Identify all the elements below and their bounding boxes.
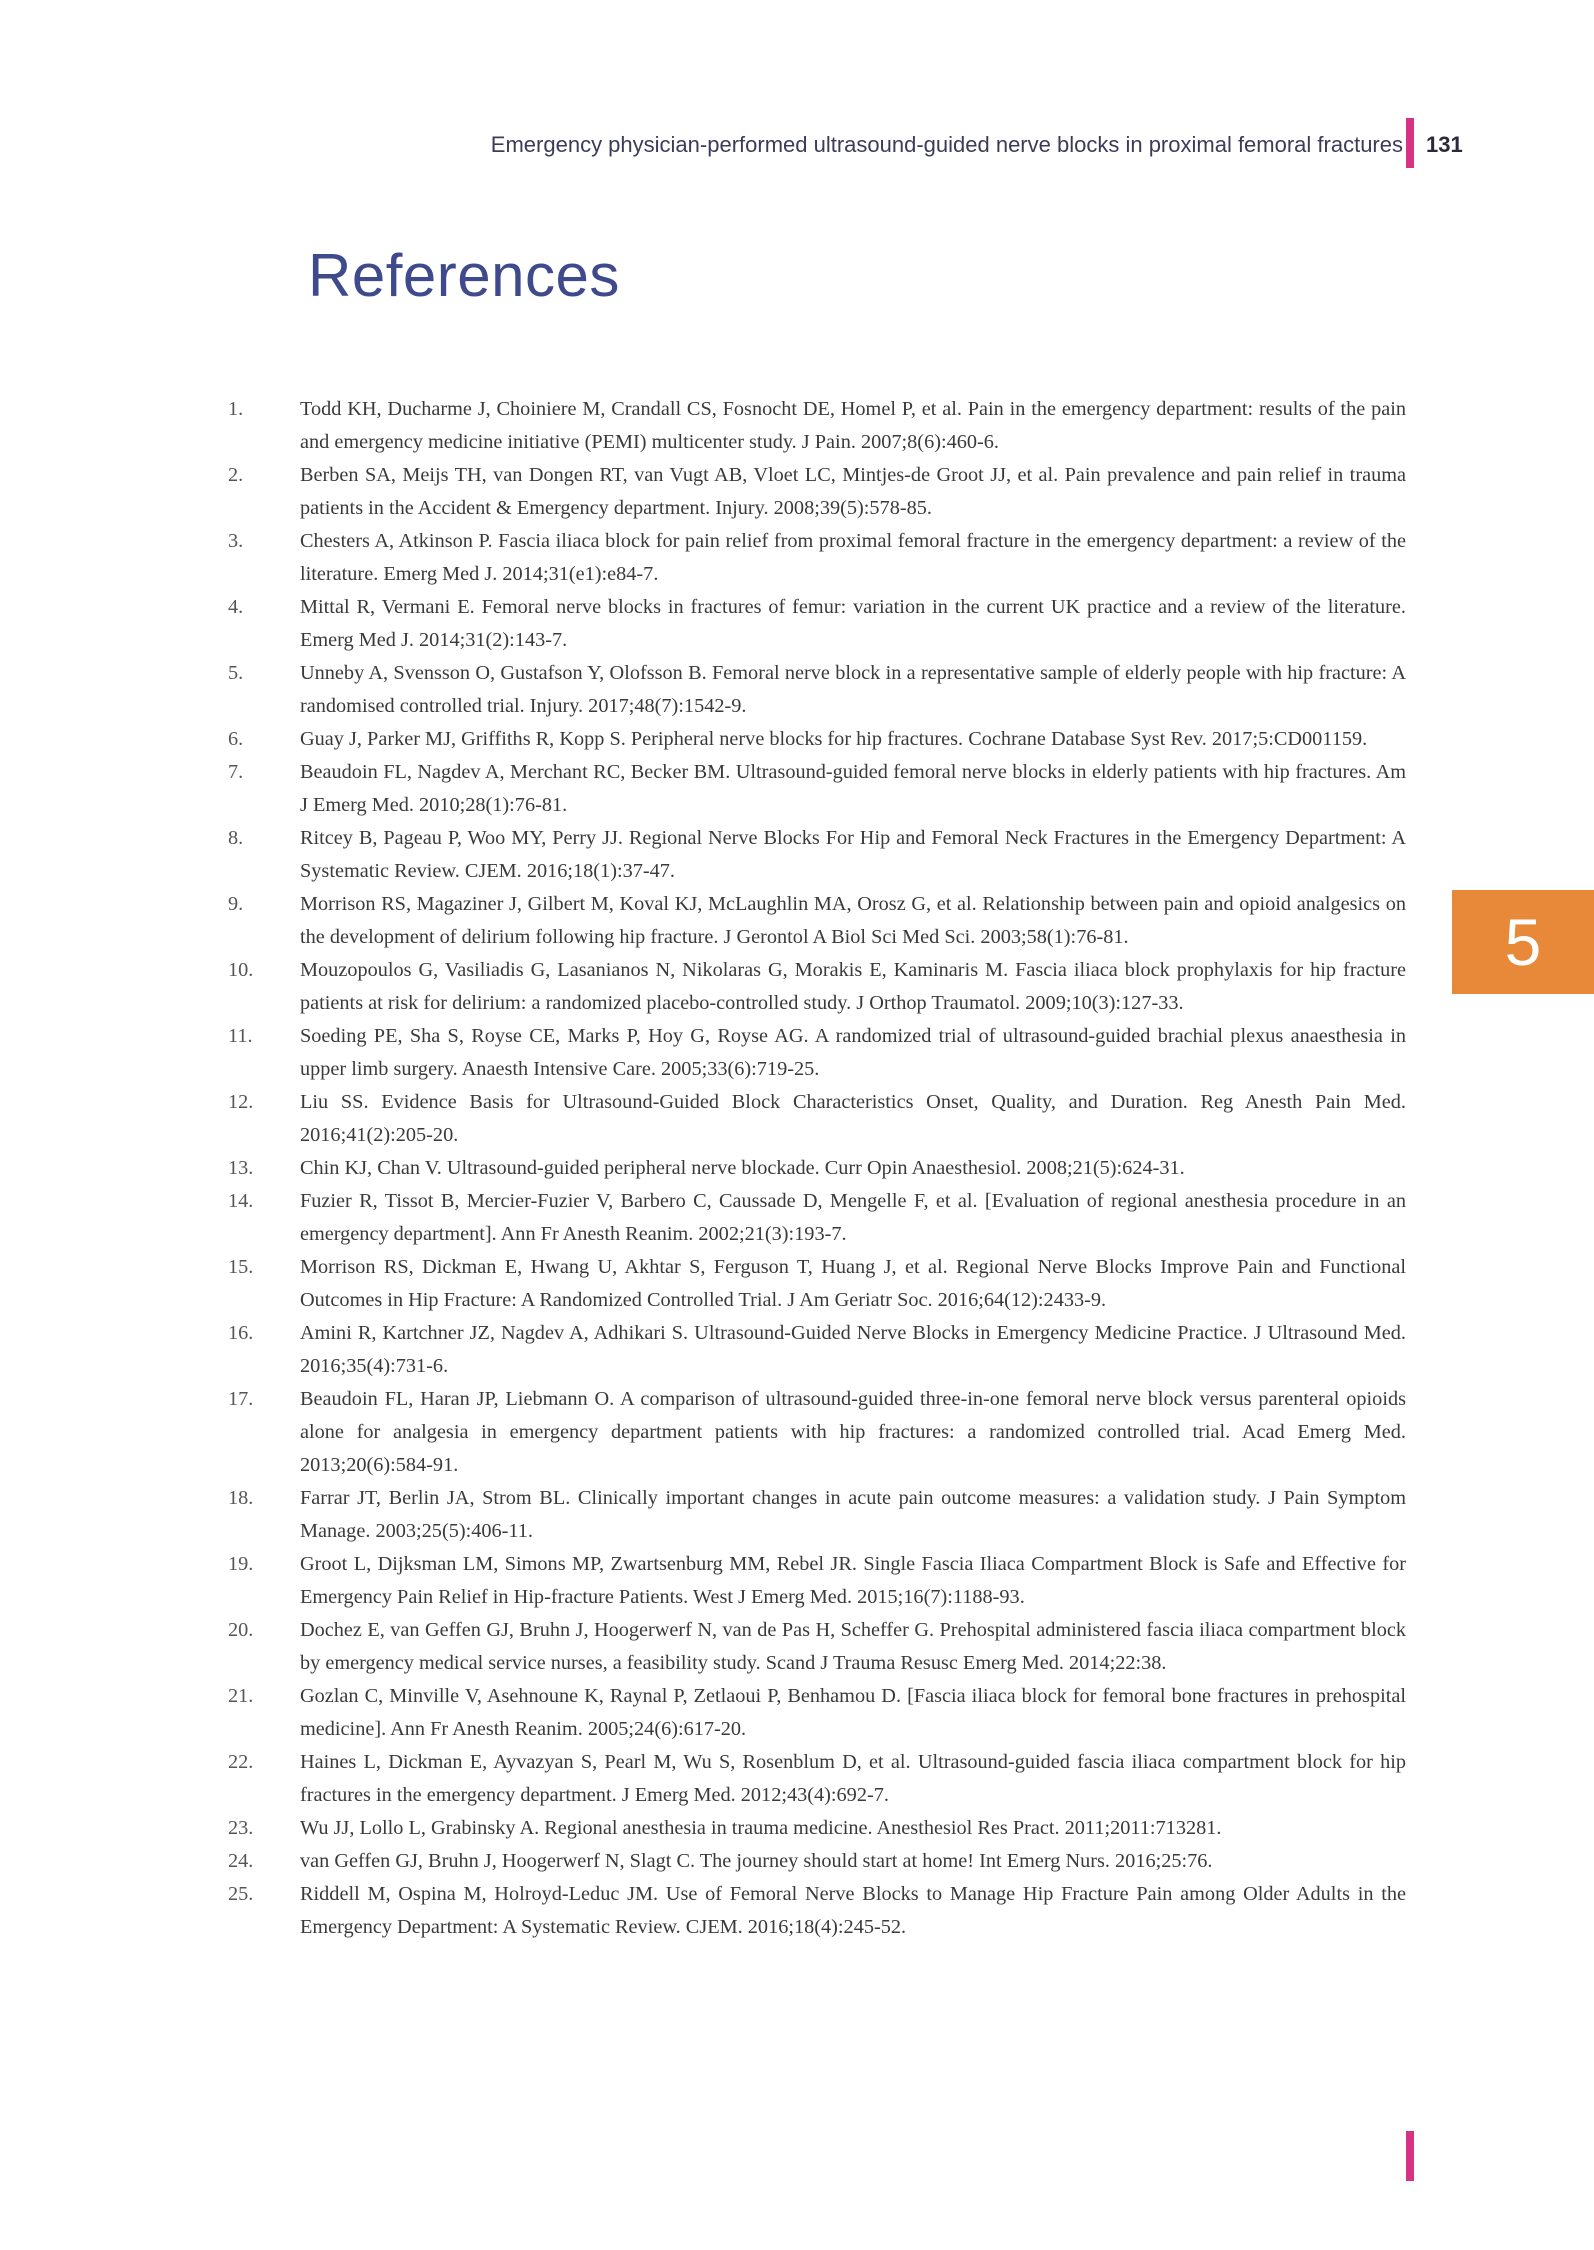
running-header-title: Emergency physician-performed ultrasound-guided nerve blocks in proximal femoral fractures: [490, 132, 1403, 157]
reference-text: Beaudoin FL, Haran JP, Liebmann O. A comparison of ultrasound-guided three-in-one femoral nerve block versus parenteral opioids alone for analgesia in emergency department patients with hip fractures: a randomized controlled trial. Acad Emerg Med. 2013;20(6):584-91.: [300, 1388, 1406, 1476]
reference-number: 9.: [228, 893, 244, 915]
reference-number: 17.: [228, 1388, 254, 1410]
reference-number: 13.: [228, 1157, 254, 1179]
reference-item: [228, 1383, 1406, 1482]
reference-number: 21.: [228, 1685, 254, 1707]
footer-accent-bar: [1406, 2131, 1414, 2181]
reference-number: 4.: [228, 596, 244, 618]
reference-item: [228, 1482, 1406, 1548]
reference-text: Farrar JT, Berlin JA, Strom BL. Clinically important changes in acute pain outcome measures: a validation study. J Pain Symptom Manage. 2003;25(5):406-11.: [300, 1487, 1406, 1542]
reference-item: [228, 1845, 1406, 1878]
reference-number: 14.: [228, 1190, 254, 1212]
reference-number: 22.: [228, 1751, 254, 1773]
reference-number: 20.: [228, 1619, 254, 1641]
reference-text: Guay J, Parker MJ, Griffiths R, Kopp S. Peripheral nerve blocks for hip fractures. Cochrane Database Syst Rev. 2017;5:CD001159.: [300, 728, 1368, 750]
reference-text: Groot L, Dijksman LM, Simons MP, Zwartsenburg MM, Rebel JR. Single Fascia Iliaca Compartment Block is Safe and Effective for Emergency Pain Relief in Hip-fracture Patients. West J Emerg Med. 2015;16(7):1188-93.: [300, 1553, 1406, 1608]
reference-text: Todd KH, Ducharme J, Choiniere M, Crandall CS, Fosnocht DE, Homel P, et al. Pain in the emergency department: results of the pain and emergency medicine initiative (PEMI) multicenter study. J Pain. 2007;8(6):460-6.: [300, 398, 1406, 453]
reference-item: [228, 1548, 1406, 1614]
reference-text: Beaudoin FL, Nagdev A, Merchant RC, Becker BM. Ultrasound-guided femoral nerve blocks in elderly patients with hip fractures. Am J Emerg Med. 2010;28(1):76-81.: [300, 761, 1406, 816]
reference-number: 1.: [228, 398, 244, 420]
reference-number: 8.: [228, 827, 244, 849]
reference-number: 5.: [228, 662, 244, 684]
reference-text: Liu SS. Evidence Basis for Ultrasound-Guided Block Characteristics Onset, Quality, and Duration. Reg Anesth Pain Med. 2016;41(2):205-20.: [300, 1091, 1406, 1146]
reference-text: Fuzier R, Tissot B, Mercier-Fuzier V, Barbero C, Caussade D, Mengelle F, et al. [Evaluation of regional anesthesia procedure in an emergency department]. Ann Fr Anesth Reanim. 2002;21(3):193-7.: [300, 1190, 1406, 1245]
reference-text: Morrison RS, Dickman E, Hwang U, Akhtar S, Ferguson T, Huang J, et al. Regional Nerve Blocks Improve Pain and Functional Outcomes in Hip Fracture: A Randomized Controlled Trial. J Am Geriatr Soc. 2016;64(12):2433-9.: [300, 1256, 1406, 1311]
reference-number: 2.: [228, 464, 244, 486]
reference-item: [228, 888, 1406, 954]
reference-item: [228, 525, 1406, 591]
page-number: 131: [1426, 132, 1463, 157]
reference-item: [228, 1020, 1406, 1086]
reference-item: [228, 1812, 1406, 1845]
reference-number: 25.: [228, 1883, 254, 1905]
reference-text: Wu JJ, Lollo L, Grabinsky A. Regional anesthesia in trauma medicine. Anesthesiol Res Pract. 2011;2011:713281.: [300, 1817, 1222, 1839]
reference-text: Riddell M, Ospina M, Holroyd-Leduc JM. Use of Femoral Nerve Blocks to Manage Hip Fracture Pain among Older Adults in the Emergency Department: A Systematic Review. CJEM. 2016;18(4):245-52.: [300, 1883, 1406, 1938]
reference-number: 19.: [228, 1553, 254, 1575]
reference-text: Amini R, Kartchner JZ, Nagdev A, Adhikari S. Ultrasound-Guided Nerve Blocks in Emergency Medicine Practice. J Ultrasound Med. 2016;35(4):731-6.: [300, 1322, 1406, 1377]
reference-item: [228, 1614, 1406, 1680]
reference-item: [228, 591, 1406, 657]
reference-text: Ritcey B, Pageau P, Woo MY, Perry JJ. Regional Nerve Blocks For Hip and Femoral Neck Fractures in the Emergency Department: A Systematic Review. CJEM. 2016;18(1):37-47.: [300, 827, 1406, 882]
reference-item: [228, 1086, 1406, 1152]
reference-number: 24.: [228, 1850, 254, 1872]
reference-text: Chin KJ, Chan V. Ultrasound-guided peripheral nerve blockade. Curr Opin Anaesthesiol. 2008;21(5):624-31.: [300, 1157, 1185, 1179]
reference-item: [228, 1680, 1406, 1746]
reference-item: [228, 459, 1406, 525]
reference-item: [228, 393, 1406, 459]
reference-item: [228, 1185, 1406, 1251]
chapter-tab: 5: [1452, 890, 1594, 994]
reference-item: [228, 1251, 1406, 1317]
section-title: References: [308, 242, 620, 309]
reference-number: 15.: [228, 1256, 254, 1278]
reference-text: van Geffen GJ, Bruhn J, Hoogerwerf N, Slagt C. The journey should start at home! Int Emerg Nurs. 2016;25:76.: [300, 1850, 1213, 1872]
reference-number: 12.: [228, 1091, 254, 1113]
reference-number: 10.: [228, 959, 254, 981]
reference-number: 16.: [228, 1322, 254, 1344]
reference-item: [228, 657, 1406, 723]
reference-text: Morrison RS, Magaziner J, Gilbert M, Koval KJ, McLaughlin MA, Orosz G, et al. Relationship between pain and opioid analgesics on the development of delirium following hip fracture. J Gerontol A Biol Sci Med Sci. 2003;58(1):76-81.: [300, 893, 1406, 948]
reference-item: [228, 1152, 1406, 1185]
reference-item: [228, 723, 1406, 756]
reference-number: 6.: [228, 728, 244, 750]
reference-text: Unneby A, Svensson O, Gustafson Y, Olofsson B. Femoral nerve block in a representative sample of elderly people with hip fracture: A randomised controlled trial. Injury. 2017;48(7):1542-9.: [300, 662, 1406, 717]
reference-text: Chesters A, Atkinson P. Fascia iliaca block for pain relief from proximal femoral fracture in the emergency department: a review of the literature. Emerg Med J. 2014;31(e1):e84-7.: [300, 530, 1406, 585]
reference-number: 7.: [228, 761, 244, 783]
reference-item: [228, 1746, 1406, 1812]
reference-number: 11.: [228, 1025, 253, 1047]
reference-item: [228, 1878, 1406, 1944]
reference-item: [228, 756, 1406, 822]
header-accent-bar: [1406, 118, 1414, 168]
reference-text: Mouzopoulos G, Vasiliadis G, Lasanianos N, Nikolaras G, Morakis E, Kaminaris M. Fascia iliaca block prophylaxis for hip fracture patients at risk for delirium: a randomized placebo-controlled study. J Orthop Traumatol. 2009;10(3):127-33.: [300, 959, 1406, 1014]
reference-text: Soeding PE, Sha S, Royse CE, Marks P, Hoy G, Royse AG. A randomized trial of ultrasound-guided brachial plexus anaesthesia in upper limb surgery. Anaesth Intensive Care. 2005;33(6):719-25.: [300, 1025, 1406, 1080]
reference-text: Dochez E, van Geffen GJ, Bruhn J, Hoogerwerf N, van de Pas H, Scheffer G. Prehospital administered fascia iliaca compartment block by emergency medical service nurses, a feasibility study. Scand J Trauma Resusc Emerg Med. 2014;22:38.: [300, 1619, 1406, 1674]
reference-item: [228, 822, 1406, 888]
reference-number: 3.: [228, 530, 244, 552]
reference-text: Haines L, Dickman E, Ayvazyan S, Pearl M, Wu S, Rosenblum D, et al. Ultrasound-guided fascia iliaca compartment block for hip fractures in the emergency department. J Emerg Med. 2012;43(4):692-7.: [300, 1751, 1406, 1806]
reference-text: Mittal R, Vermani E. Femoral nerve blocks in fractures of femur: variation in the current UK practice and a review of the literature. Emerg Med J. 2014;31(2):143-7.: [300, 596, 1406, 651]
reference-text: Berben SA, Meijs TH, van Dongen RT, van Vugt AB, Vloet LC, Mintjes-de Groot JJ, et al. Pain prevalence and pain relief in trauma patients in the Accident & Emergency department. Injury. 2008;39(5):578-85.: [300, 464, 1406, 519]
reference-number: 18.: [228, 1487, 254, 1509]
reference-item: [228, 954, 1406, 1020]
reference-list: [228, 393, 1406, 1944]
reference-text: Gozlan C, Minville V, Asehnoune K, Raynal P, Zetlaoui P, Benhamou D. [Fascia iliaca block for femoral bone fractures in prehospital medicine]. Ann Fr Anesth Reanim. 2005;24(6):617-20.: [300, 1685, 1406, 1740]
reference-item: [228, 1317, 1406, 1383]
reference-number: 23.: [228, 1817, 254, 1839]
